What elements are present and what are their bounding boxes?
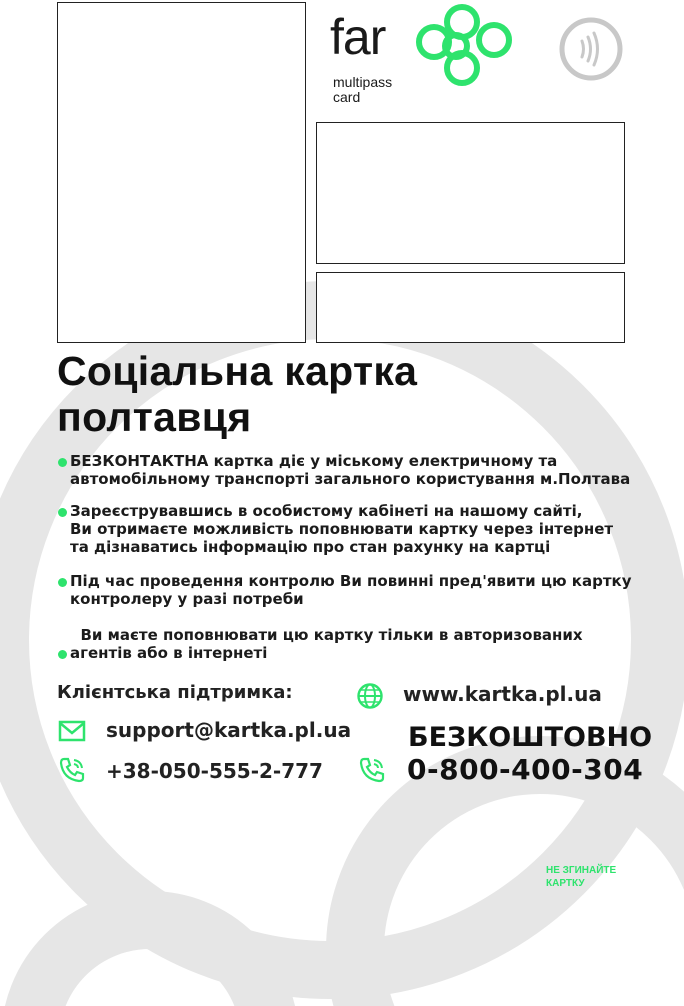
bullet-dot <box>58 458 67 467</box>
hotline-number[interactable]: 0-800-400-304 <box>407 753 644 786</box>
bullet-dot <box>58 578 67 587</box>
support-website[interactable]: www.kartka.pl.ua <box>403 682 602 706</box>
bullet-dot <box>58 508 67 517</box>
bullet-dot <box>58 650 67 659</box>
support-title: Клієнтська підтримка: <box>57 682 293 703</box>
photo-placeholder <box>57 2 306 343</box>
far-logo <box>330 0 530 110</box>
contactless-icon <box>558 16 624 82</box>
logo-subtitle <box>333 75 392 105</box>
page-title <box>57 348 417 440</box>
hotline-label: БЕЗКОШТОВНО <box>408 722 653 753</box>
phone-icon <box>58 756 86 784</box>
logo-subtitle-line1: multipass <box>333 74 393 90</box>
number-field-box <box>316 272 625 343</box>
hotline-phone-icon <box>358 756 386 784</box>
title-line2: полтавця <box>57 394 252 440</box>
warning-line2: КАРТКУ <box>546 878 585 889</box>
logo-rings-icon <box>416 0 526 100</box>
globe-icon <box>356 682 384 710</box>
name-field-box <box>316 122 625 264</box>
warning-line1: НЕ ЗГИНАЙТЕ <box>546 865 617 876</box>
envelope-icon <box>58 720 86 742</box>
logo-word: far <box>330 9 386 65</box>
support-phone[interactable]: +38-050-555-2-777 <box>106 759 323 783</box>
title-line1: Соціальна картка <box>57 348 418 394</box>
logo-subtitle-line2: card <box>333 89 361 105</box>
no-fold-warning <box>546 864 616 890</box>
support-email[interactable]: support@kartka.pl.ua <box>106 718 352 742</box>
